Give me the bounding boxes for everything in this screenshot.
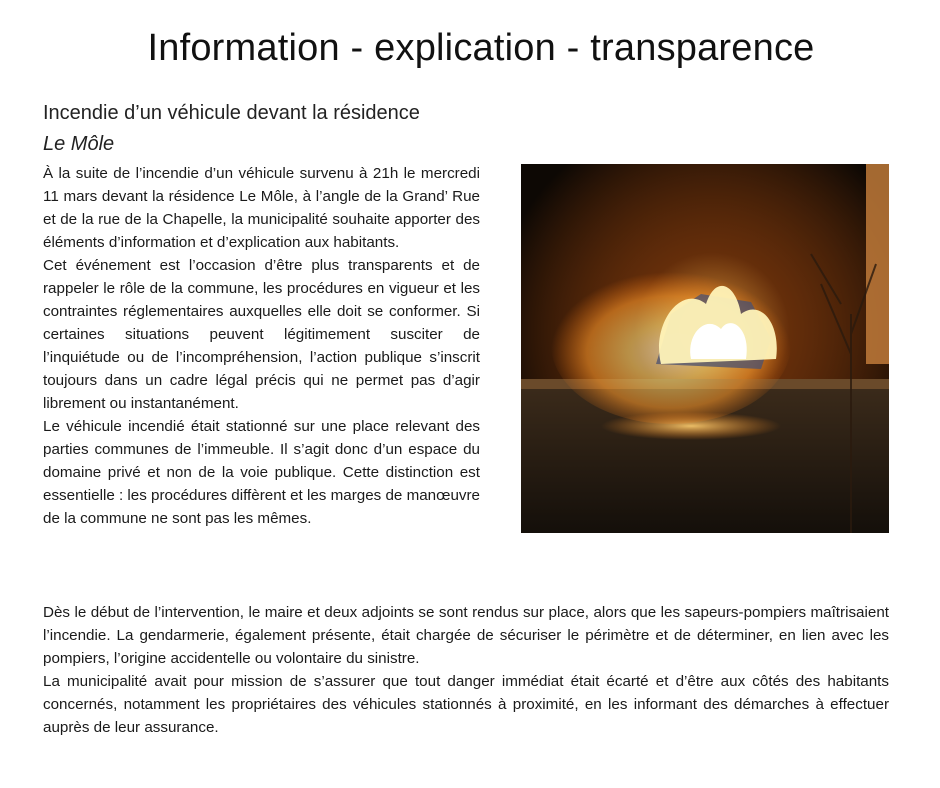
paragraph: Dès le début de l’intervention, le maire et deux adjoints se sont rendus sur place, alors que les sapeurs-pompiers maîtrisaient l’incendie. La gendarmerie, également présente, était chargée de sécuriser le périmètre et de déterminer, en lien avec les pompiers, l’origine accidentelle ou volontaire du sinistre.: [43, 604, 889, 667]
burning-car-photo: [521, 164, 889, 533]
page-title: Information - explication - transparence: [147, 27, 815, 69]
article-title: Incendie d’un véhicule devant la résidence: [43, 102, 420, 124]
article-subtitle: Le Môle: [43, 133, 115, 155]
article-body-full: [43, 601, 889, 739]
paragraph: La municipalité avait pour mission de s’assurer que tout danger immédiat était écarté et d’être aux côtés des habitants concernés, notamment les propriétaires des véhicules stationnés à proximité, en les informant des démarches à effectuer auprès de leur assurance.: [43, 673, 889, 736]
paragraph: Cet événement est l’occasion d’être plus transparents et de rappeler le rôle de la commune, les procédures en vigueur et les contraintes réglementaires auxquelles elle doit se conformer. Si certaines situations peuvent légitimement susciter de l’inquiétude ou de l’incompréhension, l’action publique s’inscrit toujours dans un cadre légal précis qui ne permet pas d’agir librement ou instantanément.: [43, 257, 480, 412]
paragraph: À la suite de l’incendie d’un véhicule survenu à 21h le mercredi 11 mars devant la résidence Le Môle, à l’angle de la Grand’ Rue et de la rue de la Chapelle, la municipalité souhaite apporter des éléments d’information et d’explication aux habitants.: [43, 165, 480, 251]
article-body-column: [43, 162, 480, 530]
paragraph: Le véhicule incendié était stationné sur une place relevant des parties communes de l’immeuble. Il s’agit donc d’un espace du domaine privé et non de la voie publique. Cette distinction est essentielle : les procédures diffèrent et les marges de manœuvre de la commune ne sont pas les mêmes.: [43, 418, 480, 527]
